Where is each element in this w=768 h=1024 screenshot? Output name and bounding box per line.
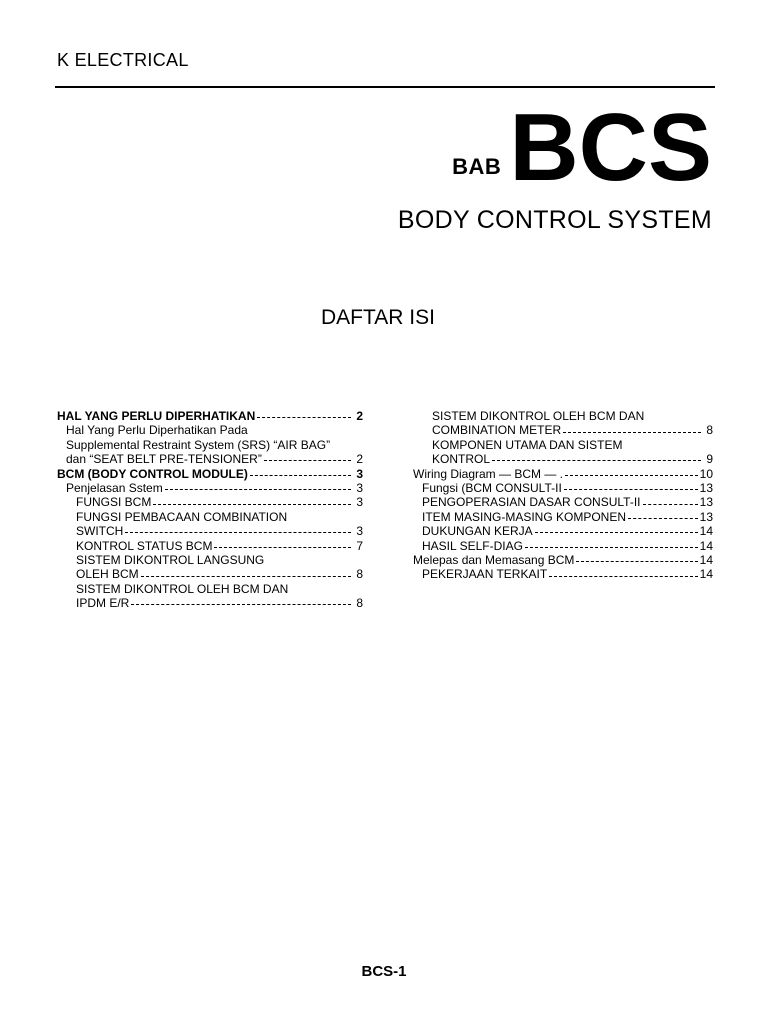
toc-entry[interactable] [413,452,713,466]
toc-entry-page: 7 [356,538,363,553]
toc-entry-title: DUKUNGAN KERJA [422,524,533,539]
toc-leader [165,489,351,490]
toc-entry[interactable] [57,582,363,596]
toc-entry-page: 14 [699,524,713,539]
chapter-word: BAB [452,154,502,179]
toc-entry-page: 3 [356,524,363,539]
toc-entry[interactable] [413,467,713,481]
toc-entry-title: KONTROL STATUS BCM [76,538,213,553]
toc-entry-title: SISTEM DIKONTROL OLEH BCM DAN [432,409,645,423]
toc-leader [250,475,351,476]
toc-entry-page: 14 [699,553,713,568]
toc-entry-title: Hal Yang Perlu Diperhatikan Pada [66,423,248,438]
header-rule [55,86,715,88]
toc-entry-page: 3 [356,495,363,510]
toc-entry-title: Fungsi (BCM CONSULT-II [422,481,562,496]
toc-entry[interactable] [57,567,363,581]
toc-leader [565,475,698,476]
toc-entry-title: Wiring Diagram — BCM — . [413,466,564,481]
toc-entry-title: SISTEM DIKONTROL LANGSUNG [76,553,265,568]
toc-entry-page: 13 [699,495,713,510]
toc-entry-title: PEKERJAAN TERKAIT [422,567,548,582]
toc-entry-title: KONTROL [432,452,491,467]
toc-leader [131,604,351,605]
toc-left-column [57,409,363,611]
chapter-code: BCS [509,94,712,201]
toc-entry[interactable] [413,409,713,423]
toc-leader [535,532,698,533]
toc-entry-page: 13 [699,481,713,496]
toc-entry[interactable] [57,553,363,567]
toc-entry-title: KOMPONEN UTAMA DAN SISTEM [432,437,623,452]
toc-entry[interactable] [57,481,363,495]
chapter-block [452,94,712,201]
chapter-title: BODY CONTROL SYSTEM [397,206,712,234]
toc-leader [264,460,351,461]
toc-entry-page: 9 [706,452,713,467]
toc-leader [643,504,698,505]
toc-entry-page: 8 [356,567,363,582]
toc-entry[interactable] [413,495,713,509]
toc-entry-title: OLEH BCM [76,567,139,582]
toc-entry-title: ITEM MASING-MASING KOMPONEN [422,509,627,524]
toc-entry-title: SWITCH [76,524,124,539]
page-number: BCS-1 [361,963,407,980]
toc-leader [628,518,698,519]
toc-entry-page: 3 [356,466,363,481]
toc-entry-page: 8 [356,596,363,611]
toc-leader [257,417,351,418]
toc-entry[interactable] [413,423,713,437]
section-label: K ELECTRICAL [57,50,189,70]
toc-entry[interactable] [413,438,713,452]
toc-entry-page: 8 [706,423,713,438]
toc-entry[interactable] [57,596,363,610]
toc-entry-title: Supplemental Restraint System (SRS) “AIR BAG” [66,437,331,452]
toc-right-column [413,409,713,582]
toc-entry[interactable] [57,409,363,423]
toc-entry-title: PENGOPERASIAN DASAR CONSULT-II [422,495,641,510]
toc-entry-title: COMBINATION METER [432,423,562,438]
toc-entry-title: HASIL SELF-DIAG [422,538,523,553]
toc-entry[interactable] [413,553,713,567]
toc-entry[interactable] [57,539,363,553]
toc-leader [214,547,351,548]
toc-entry[interactable] [57,452,363,466]
toc-entry-title: dan “SEAT BELT PRE-TENSIONER” [66,452,262,467]
toc-entry-page: 2 [356,409,363,423]
toc-entry-title: Melepas dan Memasang BCM [413,553,575,568]
toc-entry[interactable] [57,467,363,481]
toc-heading: DAFTAR ISI [321,306,435,329]
toc-leader [525,547,698,548]
toc-entry[interactable] [413,524,713,538]
toc-entry-title: FUNGSI PEMBACAAN COMBINATION [76,509,288,524]
toc-entry[interactable] [57,438,363,452]
toc-leader [125,532,351,533]
toc-entry[interactable] [57,495,363,509]
toc-entry-page: 14 [699,538,713,553]
toc-entry-title: BCM (BODY CONTROL MODULE) [57,466,248,481]
toc-entry[interactable] [413,567,713,581]
toc-leader [492,460,701,461]
toc-entry-page: 2 [356,452,363,467]
toc-entry[interactable] [413,510,713,524]
toc-entry[interactable] [57,524,363,538]
toc-entry-page: 10 [699,466,713,481]
toc-leader [576,561,697,562]
toc-leader [564,489,698,490]
toc-entry-page: 13 [699,509,713,524]
toc-entry-title: SISTEM DIKONTROL OLEH BCM DAN [76,581,289,596]
toc-entry-title: Penjelasan Sstem [66,481,163,496]
toc-leader [563,432,701,433]
toc-entry-page: 3 [356,481,363,496]
toc-entry-title: FUNGSI BCM [76,495,152,510]
toc-entry[interactable] [57,423,363,437]
toc-entry[interactable] [413,539,713,553]
toc-entry-title: HAL YANG PERLU DIPERHATIKAN [57,409,256,423]
toc-leader [153,504,351,505]
toc-entry-page: 14 [699,567,713,582]
toc-leader [549,576,697,577]
toc-leader [141,576,351,577]
toc-entry[interactable] [57,510,363,524]
toc-entry-title: IPDM E/R [76,596,130,611]
toc-entry[interactable] [413,481,713,495]
